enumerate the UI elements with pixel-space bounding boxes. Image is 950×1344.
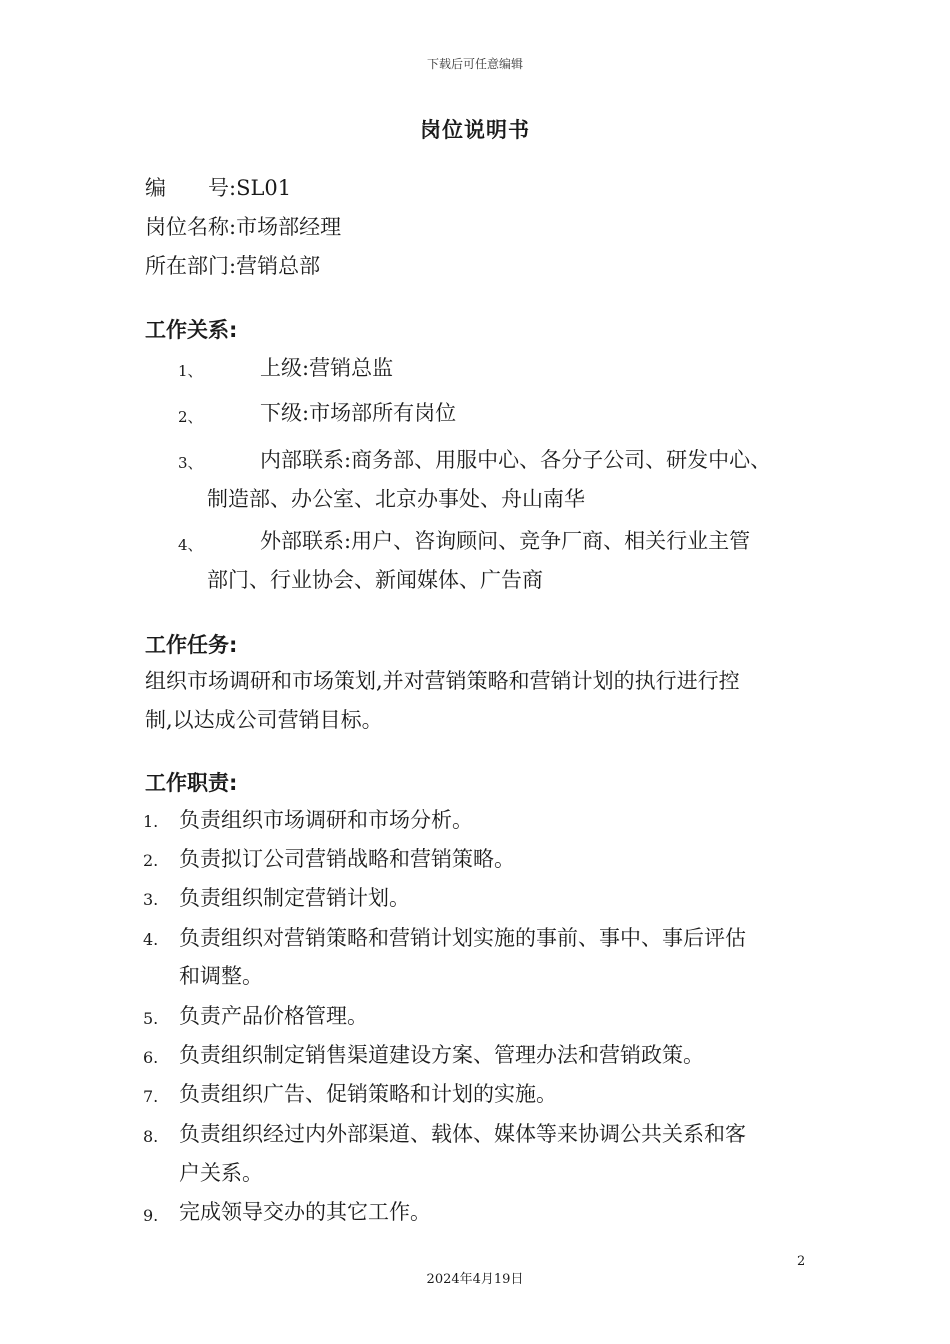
field-separator: : — [344, 529, 352, 553]
duty-number: 5. — [143, 1009, 159, 1028]
relation-continuation: 制造部、办公室、北京办事处、舟山南华 — [207, 487, 585, 511]
duty-number: 3. — [143, 890, 159, 909]
relation-item-external — [260, 527, 750, 555]
duty-continuation: 和调整。 — [179, 964, 263, 988]
duty-number: 4. — [143, 930, 159, 949]
task-text-line: 组织市场调研和市场策划,并对营销策略和营销计划的执行进行控 — [145, 669, 740, 693]
relation-number: 3、 — [178, 454, 203, 472]
field-department — [145, 252, 320, 280]
relation-value: 市场部所有岗位 — [309, 401, 457, 425]
duty-item: 负责组织制定销售渠道建设方案、管理办法和营销政策。 — [179, 1043, 704, 1067]
field-position — [145, 213, 341, 241]
relation-item-superior — [260, 354, 393, 382]
field-code-value: SL01 — [236, 176, 292, 200]
page-number: 2 — [797, 1254, 806, 1269]
relation-label: 上级 — [260, 356, 302, 380]
field-separator: : — [229, 215, 237, 239]
relation-label: 下级 — [260, 401, 302, 425]
relation-item-internal — [260, 446, 771, 474]
field-code-label: 编 号 — [145, 176, 229, 200]
duty-number: 1. — [143, 812, 159, 831]
field-position-value: 市场部经理 — [236, 215, 342, 239]
duty-item: 负责组织制定营销计划。 — [179, 886, 410, 910]
task-text-line: 制,以达成公司营销目标。 — [145, 708, 383, 732]
relation-value: 商务部、用服中心、各分子公司、研发中心、 — [351, 448, 772, 472]
duty-item: 负责组织经过内外部渠道、载体、媒体等来协调公共关系和客 — [179, 1122, 746, 1146]
field-separator: : — [302, 356, 310, 380]
field-position-label: 岗位名称 — [145, 215, 229, 239]
duty-item: 负责组织对营销策略和营销计划实施的事前、事中、事后评估 — [179, 926, 746, 950]
relation-label: 内部联系 — [260, 448, 344, 472]
header-note: 下载后可任意编辑 — [426, 57, 523, 71]
duty-item: 负责组织广告、促销策略和计划的实施。 — [179, 1082, 557, 1106]
duty-number: 7. — [143, 1087, 159, 1106]
document-title: 岗位说明书 — [420, 118, 530, 142]
field-department-value: 营销总部 — [236, 254, 321, 278]
duty-number: 6. — [143, 1048, 159, 1067]
relation-number: 4、 — [178, 536, 203, 554]
duty-item: 完成领导交办的其它工作。 — [179, 1200, 431, 1224]
relation-label: 外部联系 — [260, 529, 344, 553]
duty-item: 负责产品价格管理。 — [179, 1004, 368, 1028]
duty-item: 负责拟订公司营销战略和营销策略。 — [179, 847, 515, 871]
field-code — [145, 174, 291, 202]
relations-heading: 工作关系: — [145, 318, 238, 342]
duties-heading: 工作职责: — [145, 771, 238, 795]
relation-item-subordinate — [260, 399, 456, 427]
field-separator: : — [229, 254, 237, 278]
relation-continuation: 部门、行业协会、新闻媒体、广告商 — [207, 568, 543, 592]
task-heading: 工作任务: — [145, 633, 238, 657]
duty-continuation: 户关系。 — [179, 1161, 263, 1185]
duty-number: 2. — [143, 851, 159, 870]
field-separator: : — [229, 176, 237, 200]
relation-value: 用户、咨询顾问、竞争厂商、相关行业主管 — [351, 529, 751, 553]
field-department-label: 所在部门 — [145, 254, 229, 278]
duty-item: 负责组织市场调研和市场分析。 — [179, 808, 473, 832]
field-separator: : — [344, 448, 352, 472]
duty-number: 8. — [143, 1127, 159, 1146]
relation-number: 2、 — [178, 408, 203, 426]
relation-value: 营销总监 — [309, 356, 394, 380]
footer-date: 2024年4月19日 — [426, 1272, 524, 1287]
relation-number: 1、 — [178, 362, 203, 380]
field-separator: : — [302, 401, 310, 425]
duty-number: 9. — [143, 1206, 159, 1225]
